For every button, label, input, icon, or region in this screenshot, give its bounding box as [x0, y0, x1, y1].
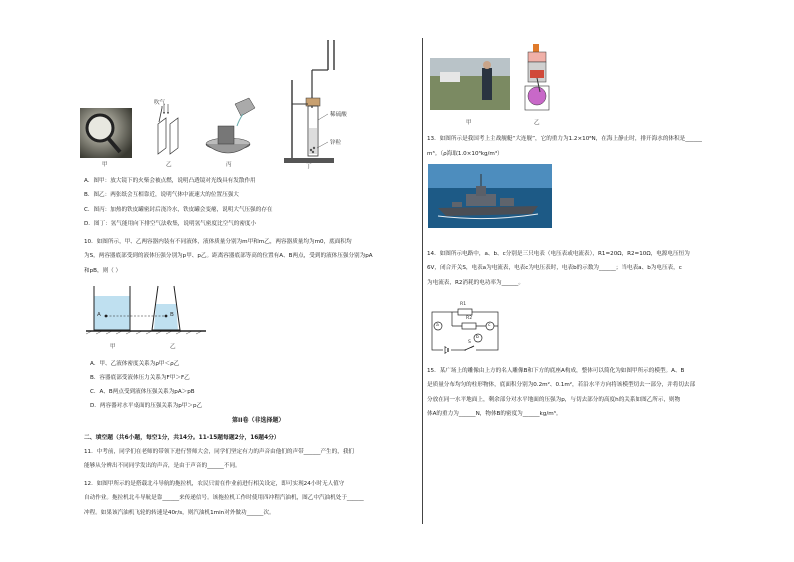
part2-heading: 二、填空题（共6小题，每空1分，共14分。11-15题每题2分，16题4分） [84, 435, 280, 441]
q11-line-1: 11．中考前，同学们在老师的带领下进行誓师大会，同学们坚定有力的声音由他们的声带______产生的，我们 [84, 449, 355, 455]
q14-line-3: 为电流表，R2消耗的电功率为______。 [427, 280, 524, 286]
q9-option-c: C．图丙：加热的铁皮罐密封后浇冷水，铁皮罐会变瘪，说明大气压强的存在 [84, 207, 273, 213]
q14-meter-a: a [436, 323, 439, 328]
q13-line-2: m³。（ρ海取1.0×10³kg/m³） [427, 151, 503, 157]
q14-meter-b: b [476, 335, 479, 340]
q10-line-2: 为S，两容器底部受到的液体压强分别为p甲、p乙。距离容器底部等高的位置有A、B两点，受到的液体压强分别为pA [84, 253, 373, 259]
q10-line-1: 10．如图所示，甲、乙两容器内装有不同液体，液体质量分别为m甲和m乙，两容器质量均为m0，底面积均 [84, 239, 352, 245]
q10-line-3: 和pB，则（ ） [84, 268, 122, 274]
q15-line-4: 体A的重力为______N，物体B的密度为______kg/m³。 [427, 411, 562, 417]
q10-point-b: B [170, 312, 174, 318]
q15-line-1: 15．某广场上的雕像由上方的名人雕像B和下方的底座A构成，整体可以简化为如图甲所示的模型。A、B [427, 368, 685, 374]
q14-label-r2: R2 [466, 316, 473, 321]
q14-meter-c: c [488, 323, 491, 328]
q12-line-3: 冲程。如果该汽油机飞轮的转速是40r/s，则汽油机1min对外做功______次。 [84, 510, 275, 516]
q10-option-d: D．两容器对水平桌面的压强关系为p甲＞p乙 [90, 403, 203, 409]
q9-option-b: B．图乙：两张纸会互相靠近，说明气体中流速大的位置压强大 [84, 192, 239, 198]
q13-line-1: 13．如图所示是我国考上主战舰艇“大连舰”，它的重力为1.2×10⁸N，在海上静止时，排开海水的体积是______ [427, 136, 702, 142]
fig12-label-yi: 乙 [534, 120, 540, 126]
q10-option-b: B．容器底部受液体压力关系为F甲＞F乙 [90, 375, 190, 381]
q14-line-1: 14．如图所示电路中，a、b、c分别是三只电表（电压表或电流表），R1=20Ω，R2=10Ω，电源电压恒为 [427, 251, 690, 257]
q10-fig-label-yi: 乙 [170, 344, 176, 350]
fig9-acid-label: 稀硫酸 [330, 112, 347, 118]
q11-line-2: 能够从分辨出不同同学发出的声音，是由于声音的______不同。 [84, 463, 241, 469]
fig9-label-ding: 丁 [306, 164, 312, 170]
fig9-label-yi: 乙 [166, 162, 172, 168]
fig9-label-jia: 甲 [102, 162, 108, 168]
q12-line-1: 12．如图甲所示的是搭载北斗导航的拖拉机，农民只需在作业前进行相关设定，即可实现24小时无人值守 [84, 481, 345, 487]
q10-fig-label-jia: 甲 [110, 344, 116, 350]
figure-10 [86, 282, 206, 340]
fig9-label-bing: 丙 [226, 162, 232, 168]
q9-option-a: A．图甲：放大镜下的火柴会被点燃，说明凸透镜对光线具有发散作用 [84, 178, 256, 184]
fig12-label-jia: 甲 [466, 120, 472, 126]
q12-line-2: 自动作业。拖拉机北斗导航是靠______来传递信号。该拖拉机工作时使用四冲程汽油机，图乙中汽油机处于______ [84, 495, 364, 501]
q14-circuit [428, 302, 508, 356]
q10-option-a: A．甲、乙液体密度关系为ρ甲＜ρ乙 [90, 361, 180, 367]
q10-point-a: A [97, 312, 101, 318]
right-column [420, 0, 794, 562]
q14-line-2: 6V，闭合开关S，电表a为电流表，电表c为电压表时，电表b的示数为______；当电表a、b为电压表，c [427, 265, 682, 271]
q15-line-3: 分放在同一水平地面上，剩余部分对水平地面的压强为p，与切去部分的高度h的关系如图乙所示，则物 [427, 397, 681, 403]
figure-9 [80, 40, 380, 172]
fig9-blow-label: 吹气 [154, 100, 166, 106]
q15-line-2: 是质量分布均匀的柱形物体，底面积分别为0.2m²、0.1m²，若沿水平方向将该模型切去一部分，并将切去部 [427, 382, 696, 388]
warship-photo [428, 164, 552, 228]
q14-label-r1: R1 [460, 302, 467, 307]
q9-option-d: D．图丁：氢气能用向下排空气法收集，说明氢气密度比空气的密度小 [84, 221, 257, 227]
q10-option-c: C．A、B两点受到液体压强关系为pA＞pB [90, 389, 195, 395]
part2-title: 第II卷（非选择题） [232, 417, 285, 424]
figure-12 [430, 40, 590, 130]
fig9-zinc-label: 锌粒 [330, 140, 342, 146]
q14-label-s: S [468, 340, 471, 345]
